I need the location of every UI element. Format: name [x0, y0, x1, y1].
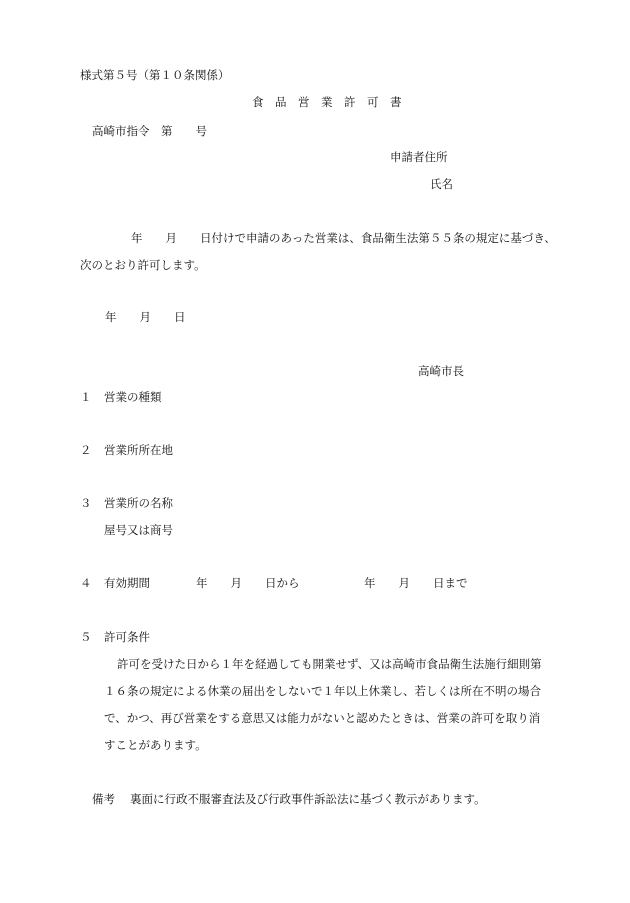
validity-from-date: 年 月 日から	[196, 576, 300, 590]
item-3-number: ３	[80, 496, 92, 510]
issuer: 高崎市長	[418, 364, 464, 378]
permit-number: 高崎市指令 第 号	[92, 124, 207, 138]
remarks-label: 備考	[92, 792, 115, 806]
item-2-number: ２	[80, 443, 92, 457]
validity-to-date: 年 月 日まで	[364, 576, 468, 590]
body-text-line-2: 次のとおり許可します。	[80, 258, 206, 272]
condition-text-line-4: すことがあります。	[104, 738, 207, 752]
item-3-sub-label: 屋号又は商号	[104, 523, 173, 537]
applicant-address-label: 申請者住所	[390, 150, 448, 164]
item-5-label: 許可条件	[104, 630, 150, 644]
item-3-label: 営業所の名称	[104, 496, 173, 510]
item-5-number: ５	[80, 630, 92, 644]
condition-text-line-1: 許可を受けた日から１年を経過しても開業せず、又は高崎市食品衛生法施行細則第	[117, 657, 542, 671]
item-1-number: １	[80, 390, 92, 404]
form-number: 様式第５号（第１０条関係）	[80, 68, 230, 82]
item-4-label: 有効期間	[104, 576, 150, 590]
item-2-label: 営業所所在地	[104, 443, 173, 457]
applicant-name-label: 氏名	[430, 177, 453, 191]
item-1-label: 営業の種類	[104, 390, 162, 404]
document-title: 食 品 営 業 許 可 書	[252, 95, 402, 109]
condition-text-line-2: １６条の規定による休業の届出をしないで１年以上休業し、若しくは所在不明の場合	[104, 684, 541, 698]
condition-text-line-3: で、かつ、再び営業をする意思又は能力がないと認めたときは、営業の許可を取り消	[104, 711, 541, 725]
remarks-text: 裏面に行政不服審査法及び行政事件訴訟法に基づく教示があります。	[130, 792, 486, 806]
body-text-line-1: 年 月 日付けで申請のあった営業は、食品衛生法第５５条の規定に基づき、	[131, 231, 556, 245]
issue-date: 年 月 日	[105, 310, 186, 324]
item-4-number: ４	[80, 576, 92, 590]
